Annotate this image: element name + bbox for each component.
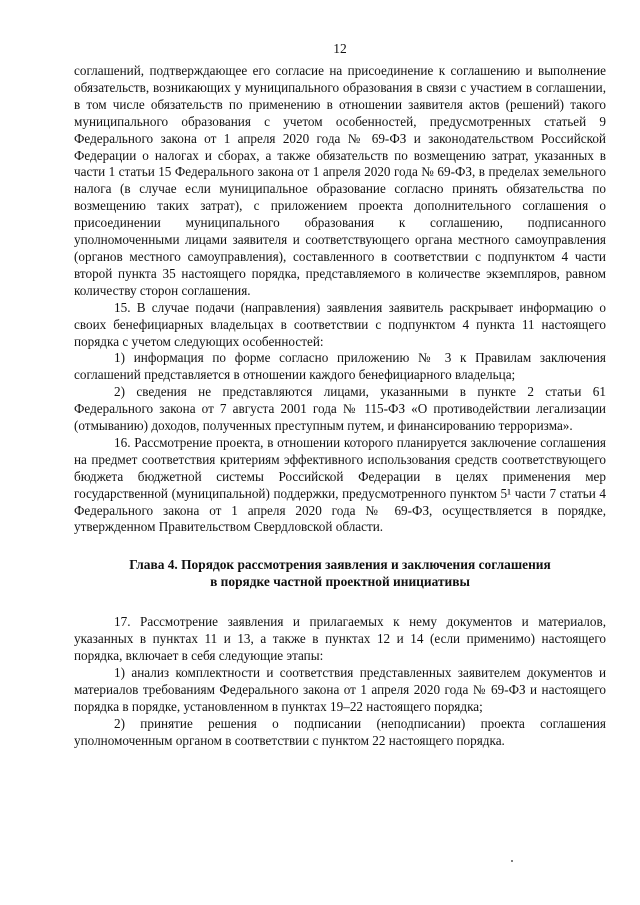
paragraph-17-item-2: 2) принятие решения о подписании (неподписании) проекта соглашения уполномоченным органом в соответствии с пунктом 22 настоящего порядка. (74, 715, 606, 748)
chapter-heading (74, 556, 606, 590)
chapter-heading-line-2: в порядке частной проектной инициативы (210, 574, 470, 590)
paragraph-17-item-1: 1) анализ комплектности и соответствия представленных заявителем документов и материалов требованиям Федерального закона от 1 апреля 2020 года № 69-ФЗ и настоящего порядка в порядке, установленном в пунктах 19–22 настоящего порядка; (74, 665, 606, 714)
paragraph-16: 16. Рассмотрение проекта, в отношении которого планируется заключение соглашения на предмет соответствия критериям эффективного использования средств соответствующего бюджета бюджетной системы Российской Федерации в целях применения мер государственной (муниципальной) поддержки, предусмотренного пунктом 5¹ части 7 статьи 4 Федерального закона от 1 апреля 2020 года № 69-ФЗ, осуществляется в порядке, утвержденном Правительством Свердловской области. (74, 434, 606, 535)
paragraph-17: 17. Рассмотрение заявления и прилагаемых к нему документов и материалов, указанных в пунктах 11 и 13, а также в пунктах 12 и 14 (если применимо) настоящего порядка, включает в себя следующие этапы: (74, 614, 606, 664)
paragraph-15: 15. В случае подачи (направления) заявления заявитель раскрывает информацию о своих бенефициарных владельцах в соответствии с подпунктом 4 пункта 11 настоящего порядка с учетом следующих особенностей: (74, 299, 606, 349)
scan-speck (511, 860, 513, 862)
paragraph-15-item-1: 1) информация по форме согласно приложению № 3 к Правилам заключения соглашений представляется в отношении каждого бенефициарного владельца; (74, 350, 606, 383)
paragraph-continuation: соглашений, подтверждающее его согласие на присоединение к соглашению и выполнение обязательств, возникающих у муниципального образования в связи с участием в соглашении, в том числе обязательств по применению в отношении заявителя актов (решений) такого муниципального образования с учетом особенностей, предусмотренных статьей 9 Федерального закона от 1 апреля 2020 года № 69-ФЗ и законодательством Российской Федерации о налогах и сборах, а также обязательств по возмещению затрат, указанных в части 1 статьи 15 Федерального закона от 1 апреля 2020 года № 69-ФЗ, в пределах земельного налога (в случае если муниципальное образование согласно принять обязательства по возмещению таких затрат), с приложением проекта дополнительного соглашения о присоединении муниципального образования к соглашению, подписанного уполномоченными лицами заявителя и соответствующего органа местного самоуправления (органов местного самоуправления), составленного в соответствии с подпунктом 4 части второй пункта 35 настоящего порядка, представляемого в количестве экземпляров, равном количеству сторон соглашения. (74, 63, 606, 298)
page-number: 12 (333, 41, 347, 56)
chapter-heading-line-1: Глава 4. Порядок рассмотрения заявления и заключения соглашения (129, 557, 551, 573)
paragraph-15-item-2: 2) сведения не представляются лицами, указанными в пункте 2 статьи 61 Федерального закона от 7 августа 2001 года № 115-ФЗ «О противодействии легализации (отмыванию) доходов, полученных преступным путем, и финансированию терроризма». (74, 384, 606, 434)
